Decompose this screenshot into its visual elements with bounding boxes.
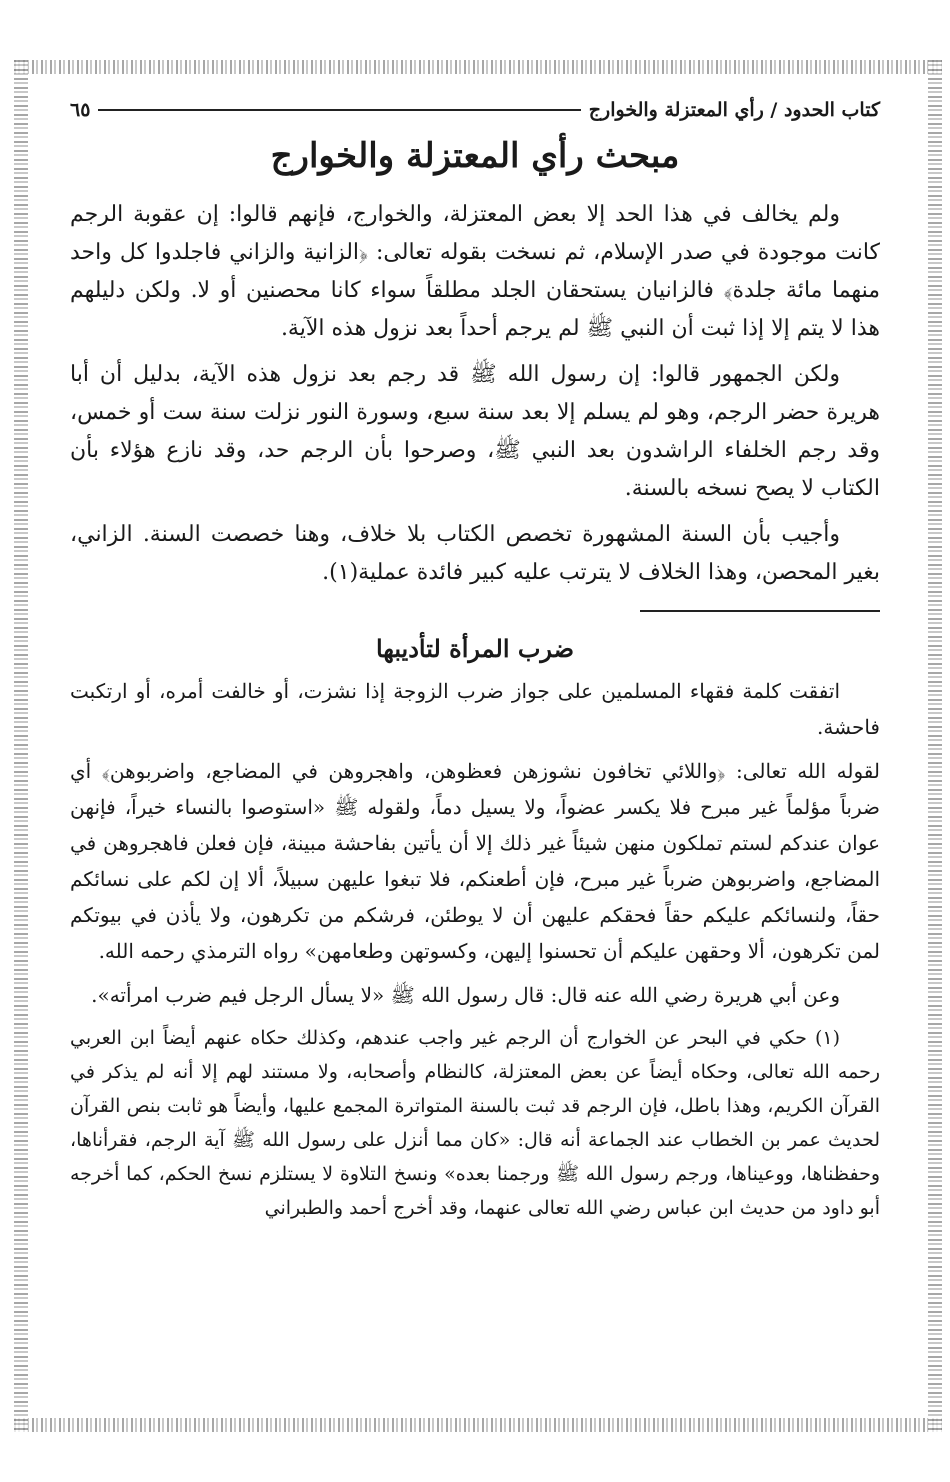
paragraph: ولكن الجمهور قالوا: إن رسول الله ﷺ قد رجم بعد نزول هذه الآية، بدليل أن أبا هريرة حضر الرجم، وهو لم يسلم إلا بعد سنة سبع، وسورة النور نزلت سنة ست أو خمس، وقد رجم الخلفاء الراشدون بعد النبي ﷺ، وصرحوا بأن الرجم حد، وقد نازع هؤلاء بأن الكتاب لا يصح نسخه بالسنة. bbox=[70, 362, 880, 501]
section-title: ضرب المرأة لتأديبها bbox=[375, 634, 575, 663]
main-body bbox=[70, 196, 880, 592]
ornamental-border-top bbox=[14, 60, 942, 74]
paragraph: وأجيب بأن السنة المشهورة تخصص الكتاب بلا خلاف، وهنا خصصت السنة. الزاني، بغير المحصن، وهذا الخلاف لا يترتب عليه كبير فائدة عملية(١). bbox=[70, 522, 880, 585]
paragraph: ولم يخالف في هذا الحد إلا بعض المعتزلة، والخوارج، فإنهم قالوا: إن عقوبة الرجم كانت موجودة في صدر الإسلام، ثم نسخت بقوله تعالى: ﴿الزانية والزاني فاجلدوا كل واحد منهما مائة جلدة﴾ فالزانيان يستحقان الجلد مطلقاً سواء كانا محصنين أو لا. ولكن دليلهم هذا لا يتم إلا إذا ثبت أن النبي ﷺ لم يرجم أحداً بعد نزول هذه الآية. bbox=[70, 202, 880, 341]
chapter-title: مبحث رأي المعتزلة والخوارج bbox=[270, 136, 680, 176]
ornamental-border-bottom bbox=[14, 1418, 942, 1432]
section-body bbox=[70, 673, 880, 1013]
paragraph: وعن أبي هريرة رضي الله عنه قال: قال رسول الله ﷺ «لا يسأل الرجل فيم ضرب امرأته». bbox=[91, 983, 840, 1007]
ornamental-border-right bbox=[928, 60, 942, 1432]
page-content bbox=[70, 90, 880, 1225]
running-title: كتاب الحدود / رأي المعتزلة والخوارج bbox=[588, 99, 880, 121]
footnote: (١) حكي في البحر عن الخوارج أن الرجم غير واجب عندهم، وكذلك حكاه عنهم أيضاً ابن العربي رحمه الله تعالى، وحكاه أيضاً عن بعض المعتزلة، كالنظام وأصحابه، ولا مستند لهم إلا أنه لم يذكر في القرآن الكريم، وهذا باطل، فإن الرجم قد ثبت بالسنة المتواترة المجمع عليها، وأيضاً هو ثابت بنص القرآن لحديث عمر بن الخطاب عند الجماعة أنه قال: «كان مما أنزل على رسول الله ﷺ آية الرجم، فقرأناها، وحفظناها، ووعيناها، ورجم رسول الله ﷺ ورجمنا بعده» ونسخ التلاوة لا يستلزم نسخ الحكم، كما أخرجه أبو داود من حديث ابن عباس رضي الله تعالى عنهما، وقد أخرج أحمد والطبراني bbox=[70, 1027, 880, 1219]
paragraph: اتفقت كلمة فقهاء المسلمين على جواز ضرب الزوجة إذا نشزت، أو خالفت أمره، أو ارتكبت فاحشة. bbox=[70, 679, 880, 739]
ornamental-border-left bbox=[14, 60, 28, 1432]
section-separator bbox=[640, 610, 880, 612]
header-rule bbox=[98, 109, 580, 111]
paragraph: لقوله الله تعالى: ﴿واللائي تخافون نشوزهن فعظوهن، واهجروهن في المضاجع، واضربوهن﴾ أي ضرباً مؤلماً غير مبرح فلا يكسر عضواً، ولا يسيل دماً، ولقوله ﷺ «استوصوا بالنساء خيراً، فإنهن عوان عندكم لستم تملكون منهن شيئاً غير ذلك إلا أن يأتين بفاحشة مبينة، فإن فعلن فاهجروهن في المضاجع، واضربوهن ضرباً غير مبرح، فإن أطعنكم، فلا تبغوا عليهن سبيلاً، ألا إن لكم على نسائكم حقاً، ولنسائكم عليكم حقاً فحقكم عليهن أن لا يوطئن، فرشكم من تكرهون، ولا يأذن في بيوتكم لمن تكرهون، ألا وحقهن عليكم أن تحسنوا إليهن، وكسوتهن وطعامهن» رواه الترمذي رحمه الله. bbox=[70, 759, 880, 963]
running-header bbox=[70, 90, 880, 130]
page-number: ٦٥ bbox=[70, 99, 91, 121]
